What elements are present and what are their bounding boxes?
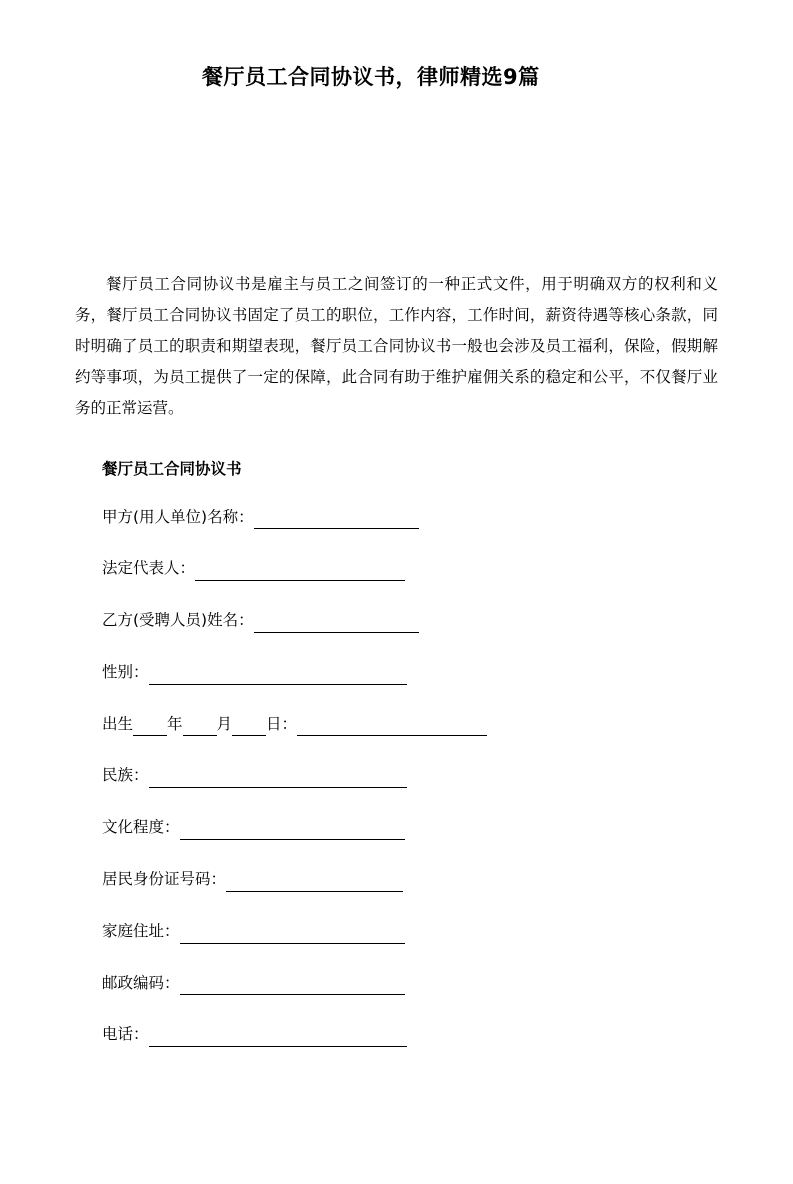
- field-label-ethnicity: 民族：: [102, 766, 149, 785]
- field-blank-id-number[interactable]: [226, 875, 403, 892]
- field-row: [102, 815, 727, 840]
- field-blank-ethnicity[interactable]: [149, 771, 407, 788]
- field-label-company-name: 甲方(用人单位)名称：: [102, 507, 254, 526]
- field-blank-education[interactable]: [180, 823, 405, 840]
- field-blank-birth-day[interactable]: [232, 719, 266, 736]
- field-label-phone: 电话：: [102, 1025, 149, 1044]
- field-blank-birth-year[interactable]: [133, 719, 167, 736]
- field-label-legal-representative: 法定代表人：: [102, 559, 196, 578]
- field-row: [102, 505, 727, 530]
- field-blank-phone[interactable]: [149, 1030, 407, 1047]
- field-row: [102, 660, 727, 685]
- field-row: [102, 867, 727, 892]
- field-blank-employee-name[interactable]: [254, 616, 419, 633]
- field-row: [102, 763, 727, 788]
- field-label-employee-name: 乙方(受聘人员)姓名：: [102, 611, 254, 630]
- field-blank-gender[interactable]: [149, 667, 407, 684]
- field-blank-legal-representative[interactable]: [195, 564, 405, 581]
- field-label-home-address: 家庭住址：: [102, 921, 180, 940]
- intro-paragraph: 餐厅员工合同协议书是雇主与员工之间签订的一种正式文件，用于明确双方的权利和义务，餐厅员工合同协议书固定了员工的职位，工作内容，工作时间，薪资待遇等核心条款，同时明确了员工的职责和期望表现，餐厅员工合同协议书一般也会涉及员工福利，保险，假期解约等事项，为员工提供了一定的保障，此合同有助于维护雇佣关系的稳定和公平，不仅餐厅业务的正常运营。: [75, 274, 718, 417]
- contract-field-list: [66, 505, 727, 1048]
- field-label-birth-prefix: 出生: [102, 714, 134, 733]
- field-blank-postal-code[interactable]: [180, 978, 405, 995]
- field-label-education: 文化程度：: [102, 818, 180, 837]
- field-blank-company-name[interactable]: [254, 512, 419, 529]
- field-blank-home-address[interactable]: [180, 926, 405, 943]
- section-heading: 餐厅员工合同协议书: [102, 459, 242, 478]
- field-row: [102, 919, 727, 944]
- page-title: 餐厅员工合同协议书，律师精选9篇: [202, 65, 540, 89]
- field-label-id-number: 居民身份证号码：: [102, 870, 227, 889]
- field-label-postal-code: 邮政编码：: [102, 973, 180, 992]
- field-label-birth-year-unit: 年: [167, 714, 183, 733]
- document-page: [0, 62, 793, 1184]
- field-row: [102, 712, 727, 737]
- field-row: [102, 556, 727, 581]
- field-row: [102, 608, 727, 633]
- field-label-gender: 性别：: [102, 662, 149, 681]
- field-row: [102, 971, 727, 996]
- field-row: [102, 1022, 727, 1047]
- field-label-birth-month-unit: 月: [216, 714, 233, 733]
- field-blank-birth-month[interactable]: [183, 719, 217, 736]
- field-label-birth-day-unit: 日：: [266, 714, 298, 733]
- field-blank-birth-date[interactable]: [297, 719, 487, 736]
